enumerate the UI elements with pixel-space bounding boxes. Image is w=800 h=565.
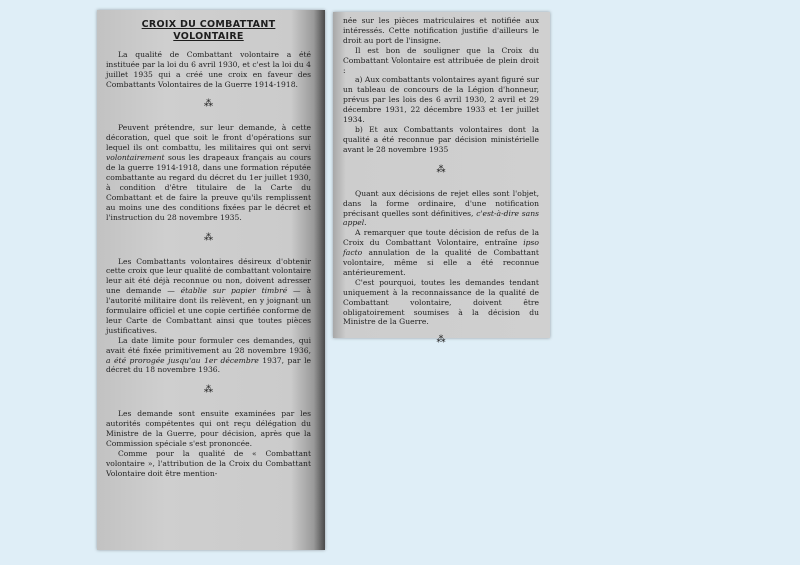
paragraph: Il est bon de souligner que la Croix du Combattant Volontaire est attribuée de plein droit : <box>343 45 539 75</box>
paragraph: A remarquer que toute décision de refus de la Croix du Combattant Volontaire, entraîne ipso facto annulation de la qualité de Combattant volontaire, même si elle a été reconnue antérieurement. <box>343 228 539 277</box>
paragraph: C'est pourquoi, toutes les demandes tendant uniquement à la reconnaissance de la qualité de Combattant volontaire, doivent être obligatoirement soumises à la décision du Ministre de la Guerre. <box>343 277 539 327</box>
asterism-separator: ⁂ <box>204 232 213 243</box>
asterism-separator: ⁂ <box>436 335 446 346</box>
left-column <box>106 16 311 479</box>
asterism-separator: ⁂ <box>204 99 213 110</box>
right-page <box>333 12 550 346</box>
paragraph: Les demande sont ensuite examinées par les autorités compétentes qui ont reçu délégation du Ministre de la Guerre, pour décision, après que la Commission spéciale s'est prononcée. <box>106 409 311 449</box>
paragraph: b) Et aux Combattants volontaires dont la qualité a été reconnue par décision ministérielle avant le 28 novembre 1935 <box>343 124 539 154</box>
asterism-separator: ⁂ <box>204 385 213 396</box>
paragraph: a) Aux combattants volontaires ayant figuré sur un tableau de concours de la Légion d'honneur, prévus par les lois des 6 avril 1930, 2 avril et 29 décembre 1931, 22 décembre 1933 et 1er juillet 1934. <box>343 75 539 125</box>
paragraph: La qualité de Combattant volontaire a été instituée par la loi du 6 avril 1930, et c'est la loi du 4 juillet 1935 qui a créé une croix en faveur des Combattants Volontaires de la Guerre 1914-1918. <box>106 49 311 89</box>
left-page <box>97 10 325 550</box>
asterism-separator: ⁂ <box>436 164 446 175</box>
right-column <box>343 16 539 359</box>
paragraph: Les Combattants volontaires désireux d'obtenir cette croix que leur qualité de combattant volontaire leur ait été déjà reconnue ou non, doivent adresser une demande — établie sur papier timbré — à l'autorité militaire dont ils relèvent, en y joignant un formulaire officiel et une copie certifiée conforme de leur Carte de Combattant ainsi que toutes pièces justificatives. <box>106 256 311 335</box>
paragraph: Quant aux décisions de rejet elles sont l'objet, dans la forme ordinaire, d'une notification précisant quelles sont définitives, c'est-à-dire sans appel. <box>343 188 539 228</box>
document-subtitle: VOLONTAIRE <box>173 30 244 42</box>
paragraph: La date limite pour formuler ces demandes, qui avait été fixée primitivement au 28 novembre 1936, a été prorogée jusqu'au 1er décembre 1937, par le décret du 18 novembre 1936. <box>106 335 311 375</box>
paragraph-continuation: née sur les pièces matriculaires et notifiée aux intéressés. Cette notification justifie d'ailleurs le droit au port de l'insigne. <box>343 16 539 45</box>
paragraph: Comme pour la qualité de « Combattant volontaire », l'attribution de la Croix du Combattant Volontaire doit être mention- <box>106 449 311 478</box>
document-title: CROIX DU COMBATTANT <box>141 19 276 30</box>
paragraph: Peuvent prétendre, sur leur demande, à cette décoration, quel que soit le front d'opérations sur lequel ils ont combattu, les militaires qui ont servi volontairement sous les drapeaux français au cours de la guerre 1914-1918, dans une formation réputée combattante au regard du décret du 1er juillet 1930, à condition d'être titulaire de la Carte du Combattant et de faire la preuve qu'ils remplissent au moins une des conditions fixées par le décret et l'instruction du 28 novembre 1935. <box>106 123 311 222</box>
